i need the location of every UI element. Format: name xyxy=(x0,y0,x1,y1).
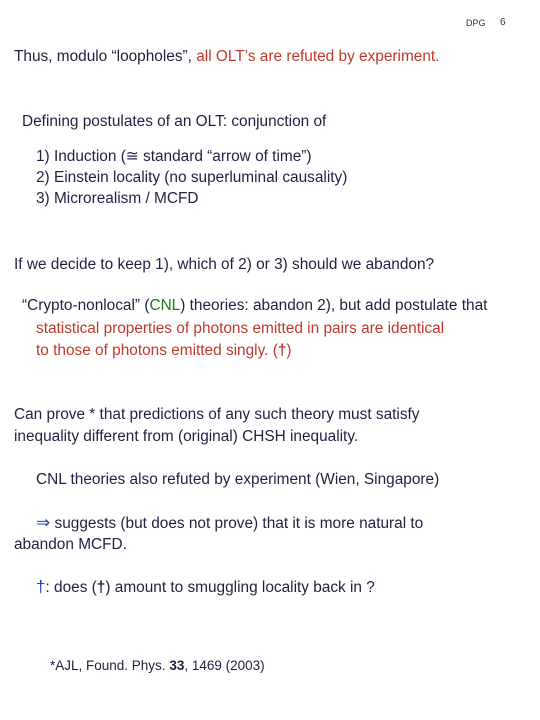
footnote-citation: *AJL, Found. Phys. xyxy=(50,658,170,673)
statement-conclusion: all OLT’s are refuted by experiment. xyxy=(196,48,440,65)
header-label: DPG xyxy=(466,18,486,28)
cnl-line-1 xyxy=(22,297,487,315)
suggests-text: suggests (but does not prove) that it is more natural to xyxy=(50,515,424,532)
question-line: If we decide to keep 1), which of 2) or 3) should we abandon? xyxy=(14,256,435,273)
page-number: 6 xyxy=(500,17,506,28)
dagger-inline: † xyxy=(96,579,106,596)
dagger-question xyxy=(36,578,375,597)
footnote-pages: , 1469 (2003) xyxy=(184,658,265,673)
refuted-line: CNL theories also refuted by experiment (Wien, Singapore) xyxy=(36,471,440,488)
cnl-line-3-close: ) xyxy=(286,342,292,359)
footnote xyxy=(50,657,265,675)
suggests-line-2: abandon MCFD. xyxy=(14,536,127,553)
footnote-volume: 33 xyxy=(169,658,185,673)
dagger-question-rest: ) amount to smuggling locality back in ? xyxy=(105,579,375,596)
suggests-line-1 xyxy=(36,514,423,533)
dagger-mark: † xyxy=(277,342,287,359)
postulate-1-text: 1) Induction ( xyxy=(36,148,126,165)
postulate-1 xyxy=(36,148,312,166)
prove-line-1: Can prove * that predictions of any such theory must satisfy xyxy=(14,406,420,423)
dagger-icon: † xyxy=(36,577,46,596)
congruence-symbol: ≅ xyxy=(125,148,139,165)
implies-arrow-icon: ⇒ xyxy=(36,513,51,532)
postulates-intro: Defining postulates of an OLT: conjunction of xyxy=(22,113,327,130)
cnl-lead: “Crypto-nonlocal” ( xyxy=(22,297,150,314)
statement-lead: Thus, modulo “loopholes”, xyxy=(14,48,197,65)
postulate-2: 2) Einstein locality (no superluminal causality) xyxy=(36,169,348,186)
dagger-question-text: : does ( xyxy=(45,579,97,596)
cnl-abbr: CNL xyxy=(149,297,181,314)
prove-line-2: inequality different from (original) CHSH inequality. xyxy=(14,428,359,445)
cnl-rest: ) theories: abandon 2), but add postulate that xyxy=(180,297,488,314)
cnl-line-3 xyxy=(36,342,292,360)
postulate-3: 3) Microrealism / MCFD xyxy=(36,190,199,207)
cnl-line-3-text: to those of photons emitted singly. ( xyxy=(36,342,278,359)
statement-line xyxy=(14,48,439,66)
postulate-1-rest: standard “arrow of time”) xyxy=(138,148,312,165)
cnl-line-2: statistical properties of photons emitted in pairs are identical xyxy=(36,320,445,337)
